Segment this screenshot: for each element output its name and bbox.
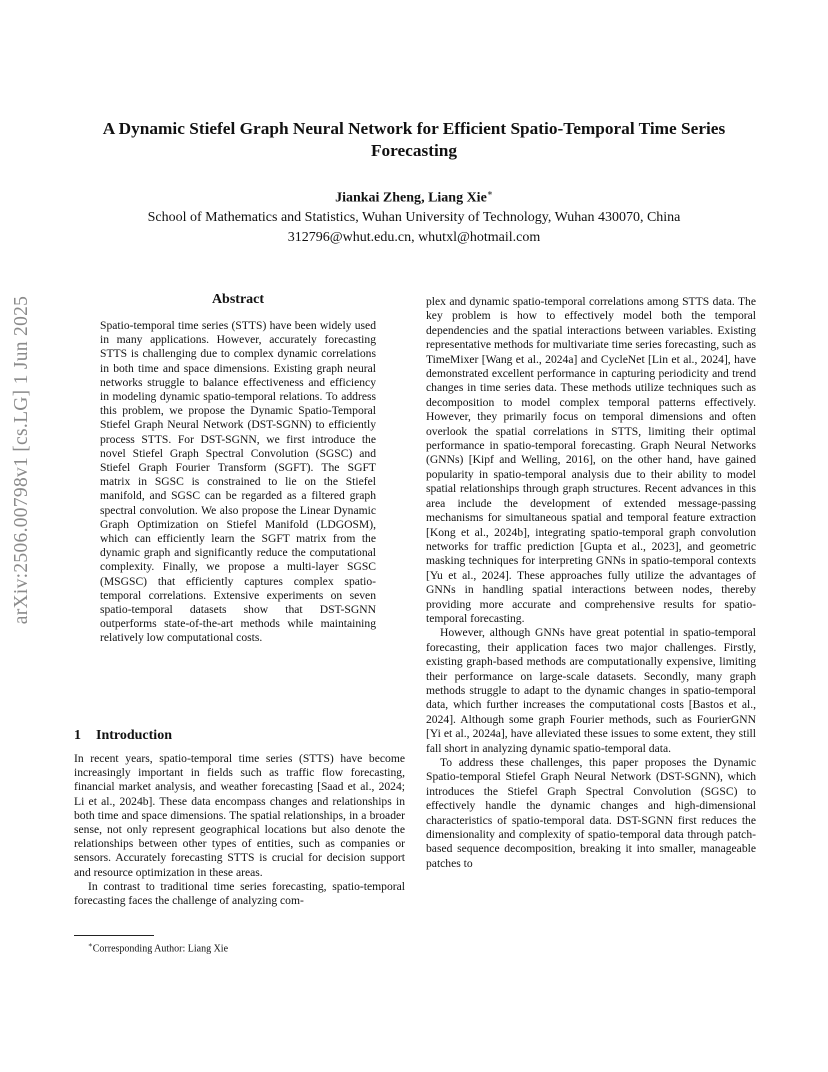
author-name: Liang Xie: [428, 190, 487, 206]
paragraph: However, although GNNs have great potential in spatio-temporal forecasting, their application faces two major challenges. Firstly, existing graph-based methods are computationally expensive, limiting their performance on large-scale datasets. Secondly, many graph methods struggle to adapt to the dynamic changes in spatio-temporal data, which further increases the computational costs [Bastos et al., 2024]. Although some graph Fourier methods, such as FourierGNN [Yi et al., 2024a], have alleviated these issues to some extent, they still fall short in analyzing dynamic spatio-temporal data.: [426, 626, 756, 755]
footnote-text: Corresponding Author: Liang Xie: [92, 943, 229, 955]
author-separator: ,: [421, 190, 429, 206]
section-title: Introduction: [96, 728, 172, 743]
author-list: [0, 184, 828, 208]
paragraph: plex and dynamic spatio-temporal correlations among STTS data. The key problem is how to effectively model both the temporal dependencies and the spatial interactions between variables. Existing representative methods for multivariate time series forecasting, such as TimeMixer [Wang et al., 2024a] and CycleNet [Lin et al., 2024], have demonstrated excellent performance in capturing periodicity and trend changes in time series data. These methods utilize techniques such as decomposition to model complex temporal patterns effectively. However, they primarily focus on temporal dimensions and often overlook the spatial correlations in STTS, limiting their optimal performance in spatio-temporal forecasting. Graph Neural Networks (GNNs) [Kipf and Welling, 2016], on the other hand, have gained popularity in spatio-temporal analysis due to their ability to model spatial relationships through graph structures. Recent advances in this area include the development of extended message-passing mechanisms for simultaneous spatial and temporal feature extraction [Kong et al., 2024b], integrating spatio-temporal graph convolution networks for traffic prediction [Gupta et al., 2023], and geometric masking techniques for interpreting GNNs in spatio-temporal contexts [Yu et al., 2024]. These approaches fully utilize the advantages of GNNs in handling spatial interactions between nodes, thereby providing more accurate and comprehensive results for spatio-temporal forecasting.: [426, 295, 756, 625]
footnote-mark: ∗: [88, 941, 93, 949]
footnote-rule: [74, 935, 154, 936]
left-column-body: [74, 752, 405, 908]
author-name: Jiankai Zheng: [335, 190, 422, 206]
section-heading-introduction: [74, 727, 172, 745]
paper-title: A Dynamic Stiefel Graph Neural Network for Efficient Spatio-Temporal Time Series Forecasting: [102, 119, 726, 160]
affiliation: School of Mathematics and Statistics, Wuhan University of Technology, Wuhan 430070, China: [147, 210, 681, 225]
affiliation-block: [60, 208, 768, 248]
right-column-body: [426, 295, 756, 871]
paragraph: In recent years, spatio-temporal time series (STTS) have become increasingly important in fields such as traffic flow forecasting, financial market analysis, and weather forecasting [Saad et al., 2024; Li et al., 2024b]. These data encompass changes and relationships in both time and space dimensions. The spatial relationships, in a broader sense, not only represent geographical locations but also denote the relationships between other types of entities, such as companies or sensors. Accurately forecasting STTS is crucial for decision support and resource optimization in these areas.: [74, 752, 405, 879]
footnote: [88, 939, 228, 955]
corresponding-mark: ∗: [486, 188, 493, 198]
abstract-text: Spatio-temporal time series (STTS) have been widely used in many applications. However, accurately forecasting STTS is challenging due to complex dynamic correlations in both time and space dimensions. Existing graph neural networks struggle to balance effectiveness and efficiency in modeling dynamic spatio-temporal relations. To address this problem, we propose the Dynamic Spatio-Temporal Stiefel Graph Neural Network (DST-SGNN) to efficiently process STTS. For DST-SGNN, we first introduce the novel Stiefel Graph Spectral Convolution (SGSC) and Stiefel Graph Fourier Transform (SGFT). The SGFT matrix in SGSC is constrained to lie on the Stiefel manifold, and SGSC can be regarded as a filtered graph spectral convolution. We also propose the Linear Dynamic Graph Optimization on Stiefel Manifold (LDGOSM), which can efficiently learn the SGFT matrix from the dynamic graph and significantly reduce the computational complexity. Finally, we propose a multi-layer SGSC (MSGSC) that efficiently captures complex spatio-temporal correlations. Extensive experiments on seven spatio-temporal datasets show that DST-SGNN outperforms state-of-the-art methods while maintaining relatively low computational costs.: [100, 319, 376, 645]
paragraph: To address these challenges, this paper proposes the Dynamic Spatio-temporal Stiefel Graph Neural Network (DST-SGNN), which introduces the Stiefel Graph Spectral Convolution (SGSC) to effectively handle the dynamic changes and high-dimensional characteristics of spatio-temporal data. DST-SGNN first reduces the dimensionality and complexity of spatio-temporal data through patch-based sequence decomposition, breaking it into smaller, manageable patches to: [426, 756, 756, 870]
arxiv-stamp: arXiv:2506.00798v1 [cs.LG] 1 Jun 2025: [11, 295, 32, 625]
paragraph: In contrast to traditional time series forecasting, spatio-temporal forecasting faces the challenge of analyzing com-: [74, 879, 405, 908]
author-emails: 312796@whut.edu.cn, whutxl@hotmail.com: [287, 230, 541, 245]
section-number: 1: [74, 728, 81, 743]
abstract-heading: Abstract: [211, 292, 265, 307]
